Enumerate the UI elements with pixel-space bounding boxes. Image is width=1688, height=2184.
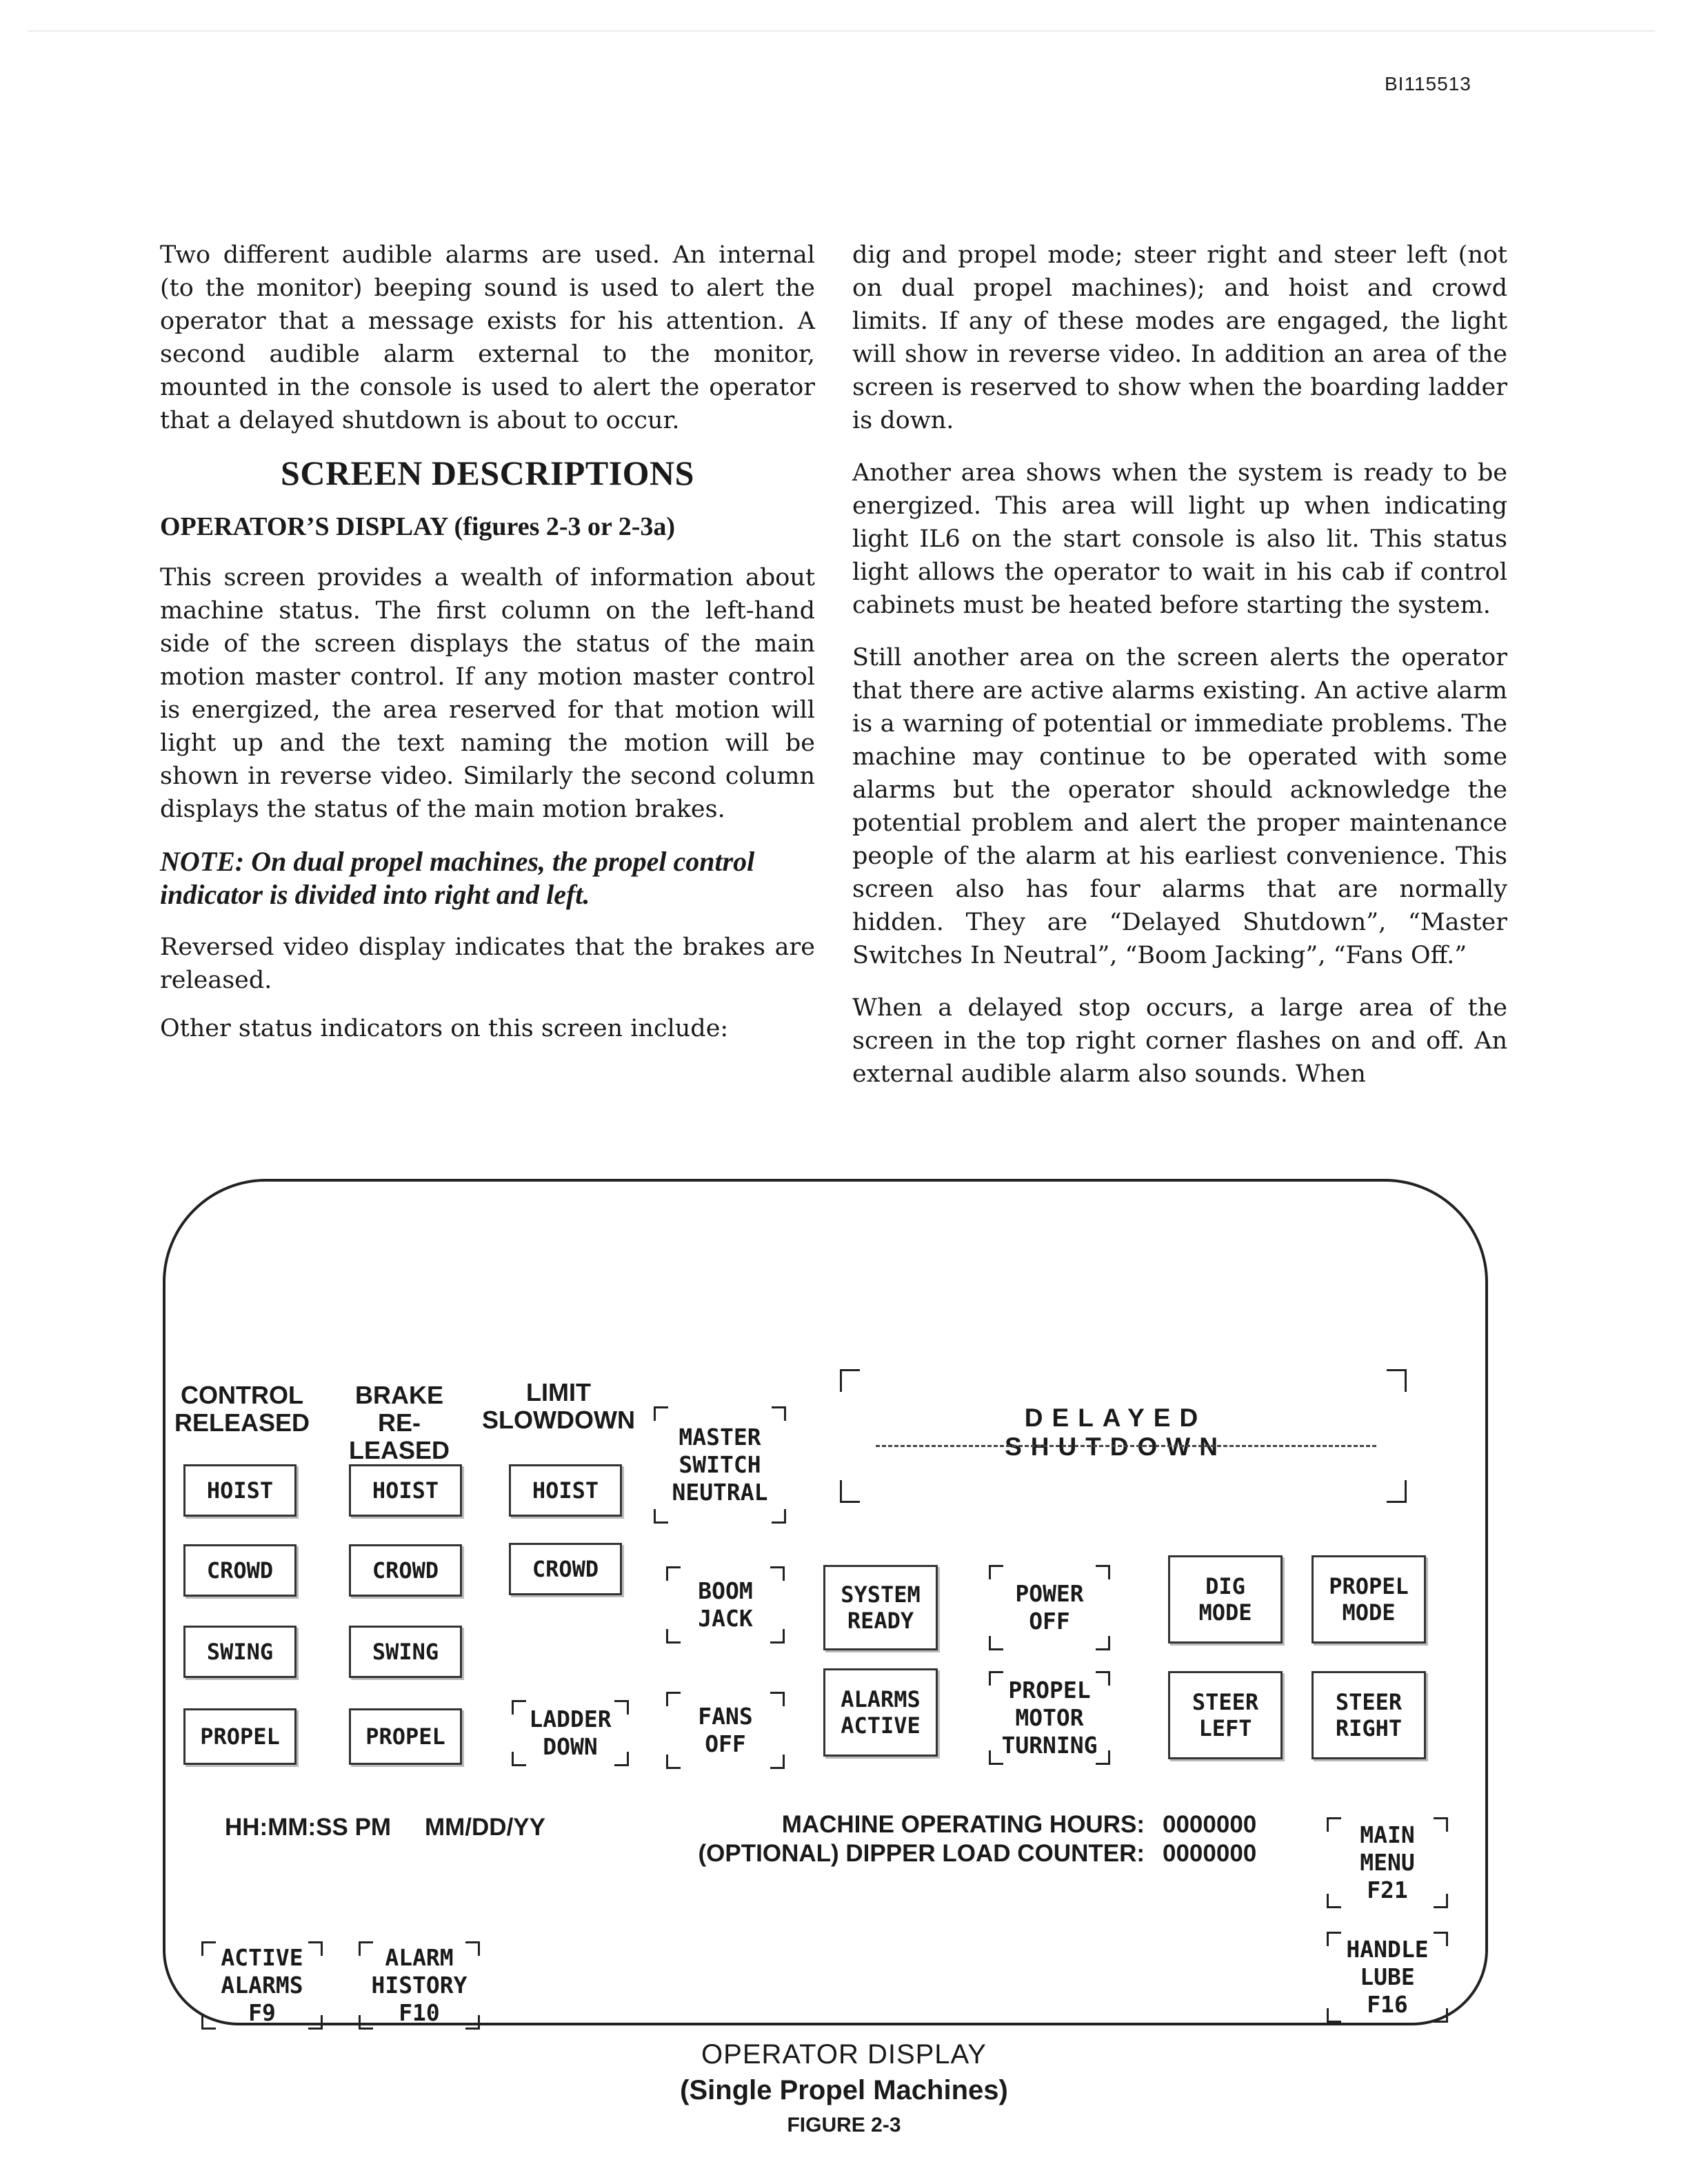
propel-mode-indicator [1312, 1555, 1426, 1644]
date-display: MM/DD/YY [425, 1814, 545, 1841]
control-swing-indicator: SWING [183, 1626, 297, 1678]
section-heading: SCREEN DESCRIPTIONS [281, 454, 694, 492]
brake-swing-indicator: SWING [349, 1626, 462, 1678]
active-alarms-f9-key[interactable] [201, 1941, 323, 2030]
brake-crowd-indicator: CROWD [349, 1544, 462, 1597]
handle-lube-label: HANDLE LUBE F16 [1346, 1936, 1429, 2018]
main-menu-f21-key[interactable] [1327, 1817, 1448, 1908]
ladder-down-indicator [512, 1700, 629, 1766]
master-switch-neutral-indicator [654, 1406, 786, 1524]
active-alarms-label: ACTIVE ALARMS F9 [221, 1944, 303, 2026]
control-hoist-indicator: HOIST [183, 1464, 297, 1517]
propel-motor-turning-indicator [989, 1671, 1110, 1765]
alarms-paragraph: Two different audible alarms are used. An internal (to the monitor) beeping sound is used to alert the operator that a message exists for his attention. A second audible alarm external to the monitor, mounted in the console is used to alert the operator that a delayed shutdown is about to occur. [160, 241, 815, 434]
screen-description-paragraph: This screen provides a wealth of information about machine status. The first column on the left-hand side of the screen displays the status of the main motion master control. If any motion master control is energized, the area reserved for that motion will light up and the text naming the motion will be shown in reverse video. Similarly the second column displays the status of the main motion brakes. [160, 564, 815, 823]
right-column [852, 239, 1507, 1110]
fans-off-indicator [666, 1692, 785, 1769]
brake-released-header: BRAKE RE- LEASED [348, 1381, 450, 1464]
dipper-load-counter-label: (OPTIONAL) DIPPER LOAD COUNTER: [698, 1840, 1145, 1867]
alarms-active-label: ALARMS ACTIVE [841, 1686, 921, 1739]
figure-subtitle: (Single Propel Machines) [680, 2075, 1008, 2105]
master-switch-neutral-label: MASTER SWITCH NEUTRAL [672, 1424, 768, 1506]
modes-paragraph: dig and propel mode; steer right and steer left (not on dual propel machines); and hoist and crowd limits. If any of these modes are engaged, the light will show in reverse video. In addition an area of the screen is reserved to show when the boarding ladder is down. [852, 241, 1507, 434]
power-off-indicator [989, 1565, 1110, 1650]
boom-jack-indicator [666, 1566, 785, 1644]
propel-mode-label: PROPEL MODE [1329, 1573, 1409, 1626]
ladder-down-label: LADDER DOWN [529, 1706, 612, 1760]
reverse-video-paragraph: Reversed video display indicates that the brakes are released. [160, 933, 815, 994]
other-indicators-paragraph: Other status indicators on this screen include: [160, 1015, 729, 1042]
power-off-label: POWER OFF [1015, 1580, 1084, 1635]
steer-left-label: STEER LEFT [1192, 1689, 1259, 1741]
alarm-history-label: ALARM HISTORY F10 [371, 1944, 468, 2026]
boom-jack-label: BOOM JACK [698, 1577, 753, 1632]
section-subheading: OPERATOR’S DISPLAY (figures 2-3 or 2-3a) [160, 512, 676, 541]
propel-motor-turning-label: PROPEL MOTOR TURNING [1001, 1677, 1098, 1759]
machine-operating-hours-value: 0000000 [1163, 1811, 1257, 1838]
dig-mode-indicator [1168, 1555, 1283, 1644]
figure-title: OPERATOR DISPLAY [701, 2039, 987, 2070]
main-menu-label: MAIN MENU F21 [1360, 1821, 1415, 1903]
system-ready-label: SYSTEM READY [841, 1581, 921, 1634]
delayed-shutdown-dashed-line [876, 1445, 1376, 1447]
document-id: BI115513 [1385, 73, 1471, 94]
brake-hoist-indicator: HOIST [349, 1464, 462, 1517]
limit-slowdown-header: LIMIT SLOWDOWN [482, 1378, 635, 1434]
alarms-active-indicator [823, 1668, 938, 1757]
steer-right-indicator [1312, 1671, 1426, 1759]
control-propel-indicator: PROPEL [183, 1708, 297, 1765]
control-crowd-indicator: CROWD [183, 1544, 297, 1597]
figure-number: FIGURE 2-3 [787, 2114, 901, 2136]
steer-left-indicator [1168, 1671, 1283, 1759]
time-display: HH:MM:SS PM [225, 1814, 392, 1841]
machine-operating-hours-label: MACHINE OPERATING HOURS: [781, 1811, 1145, 1838]
alarm-history-f10-key[interactable] [359, 1941, 480, 2030]
dual-propel-note: NOTE: On dual propel machines, the propel control indicator is divided into right and left. [160, 846, 755, 910]
delayed-shutdown-label: DELAYED SHUTDOWN [1005, 1404, 1227, 1461]
system-ready-paragraph: Another area shows when the system is ready to be energized. This area will light up when indicating light IL6 on the start console is also lit. This status light allows the operator to wait in his cab if control cabinets must be heated before starting the system. [852, 459, 1507, 619]
limit-crowd-indicator: CROWD [509, 1543, 622, 1595]
delayed-stop-paragraph: When a delayed stop occurs, a large area of the screen in the top right corner flashes on and off. An external audible alarm also sounds. When [852, 994, 1507, 1088]
control-released-header: CONTROL RELEASED [174, 1381, 310, 1437]
limit-hoist-indicator: HOIST [509, 1464, 622, 1517]
brake-propel-indicator: PROPEL [349, 1708, 462, 1765]
handle-lube-f16-key[interactable] [1327, 1932, 1448, 2023]
left-column [160, 239, 815, 1064]
top-rule [28, 30, 1655, 32]
fans-off-label: FANS OFF [698, 1703, 753, 1757]
dig-mode-label: DIG MODE [1198, 1573, 1252, 1626]
steer-right-label: STEER RIGHT [1335, 1689, 1403, 1741]
active-alarms-paragraph: Still another area on the screen alerts the operator that there are active alarms existing. An active alarm is a warning of potential or immediate problems. The machine may continue to be operated with some alarms but the operator should acknowledge the potential problem and alert the proper maintenance people of the alarm at his earliest convenience. This screen also has four alarms that are normally hidden. They are “Delayed Shutdown”, “Master Switches In Neutral”, “Boom Jacking”, “Fans Off.” [852, 644, 1507, 969]
dipper-load-counter-value: 0000000 [1163, 1840, 1257, 1867]
system-ready-indicator [823, 1565, 938, 1650]
